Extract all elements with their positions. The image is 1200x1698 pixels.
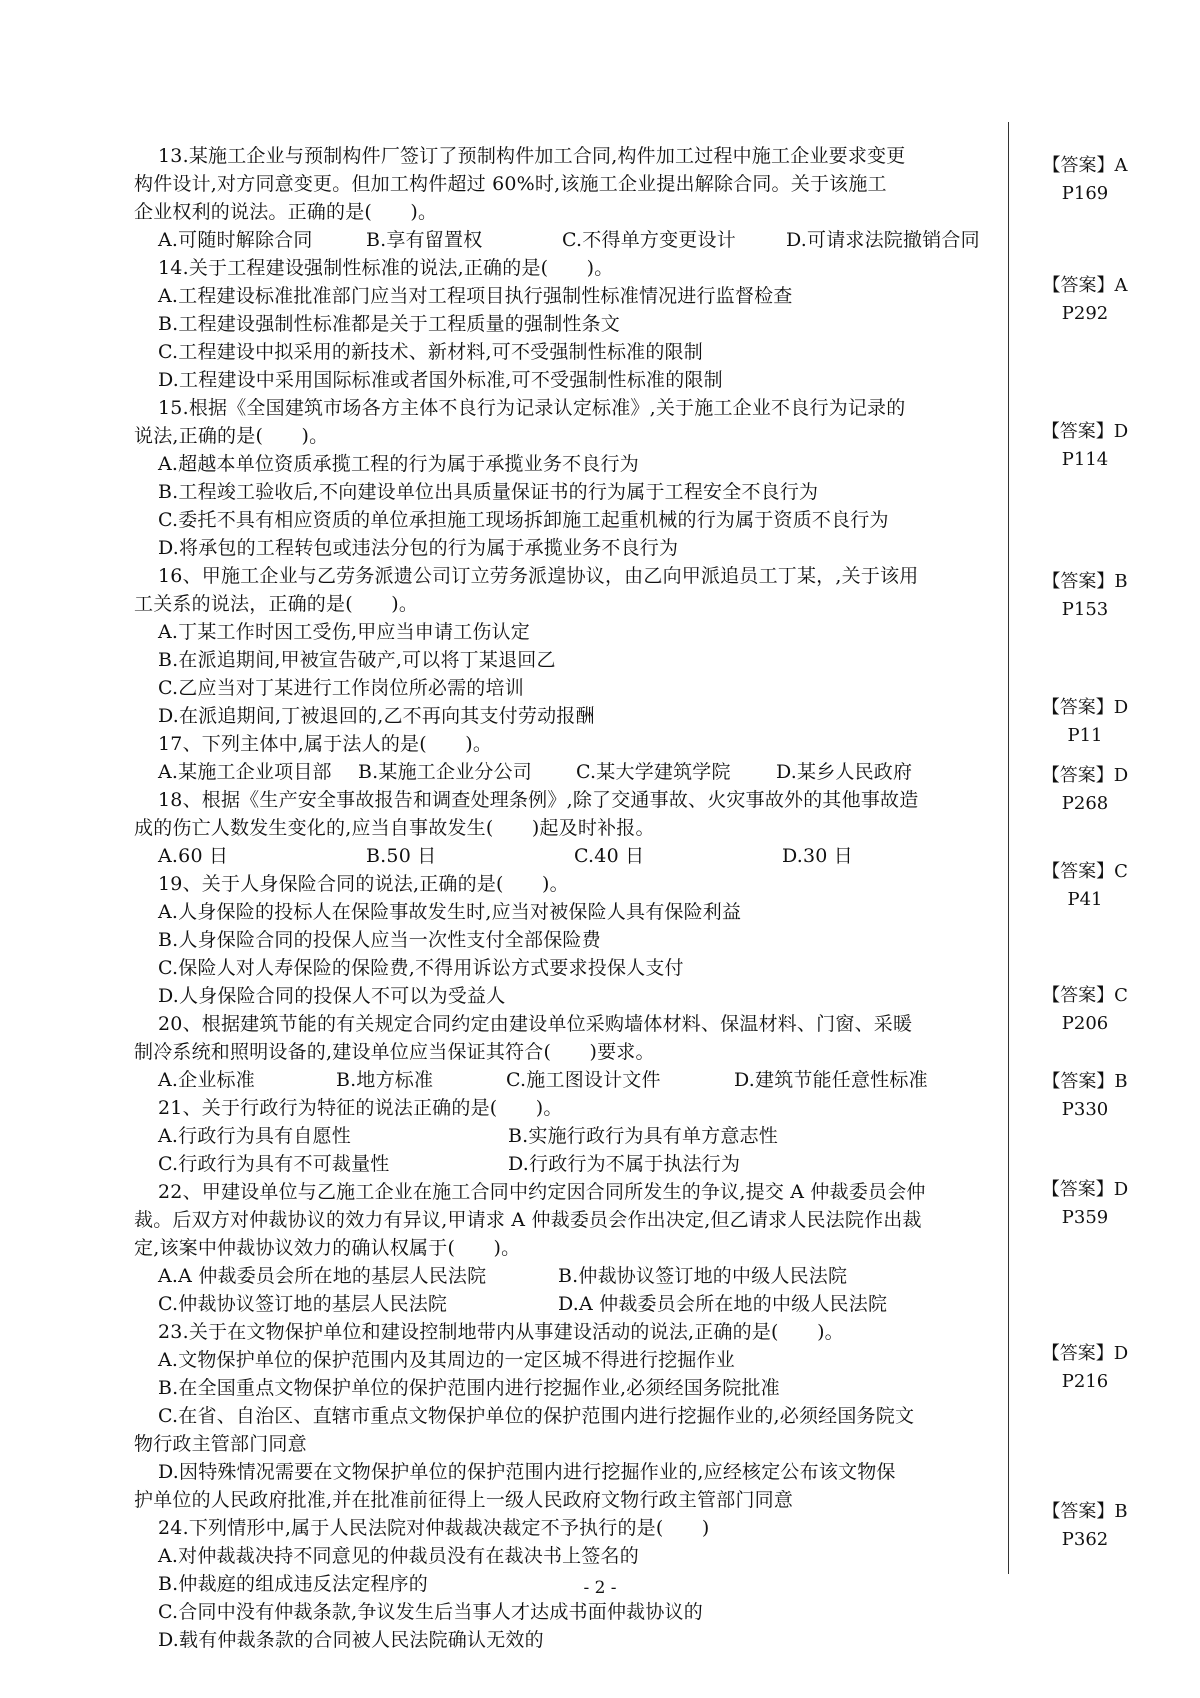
option-c: C.委托不具有相应资质的单位承担施工现场拆卸施工起重机械的行为属于资质不良行为 [158, 509, 889, 531]
question-15 [134, 394, 996, 562]
option-d: D.A 仲裁委员会所在地的中级人民法院 [558, 1293, 888, 1315]
question-stem-line: 成的伤亡人数发生变化的,应当自事故发生( )起及时补报。 [134, 817, 655, 839]
question-23 [134, 1318, 996, 1514]
option-a: A.工程建设标准批准部门应当对工程项目执行强制性标准情况进行监督检查 [158, 285, 793, 307]
answer-page: P41 [1067, 889, 1103, 910]
question-stem-line: 22、甲建设单位与乙施工企业在施工合同中约定因合同所发生的争议,提交 A 仲裁委员会仲 [158, 1181, 926, 1203]
answer-page: P359 [1061, 1207, 1109, 1228]
question-stem-line: 企业权利的说法。正确的是( )。 [134, 201, 438, 223]
option-b: B.实施行政行为具有单方意志性 [508, 1125, 779, 1147]
option-d: D.载有仲裁条款的合同被人民法院确认无效的 [158, 1629, 544, 1651]
option-b: B.在全国重点文物保护单位的保护范围内进行挖掘作业,必须经国务院批准 [158, 1377, 780, 1399]
answer-label: 【答案】D [1041, 765, 1129, 786]
option-a: A.对仲裁裁决持不同意见的仲裁员没有在裁决书上签名的 [158, 1545, 639, 1567]
option-a: A.某施工企业项目部 [158, 761, 332, 783]
answer-18 [1030, 762, 1140, 818]
option-c: C.某大学建筑学院 [576, 761, 731, 783]
answer-page: P153 [1061, 599, 1109, 620]
answer-label: 【答案】C [1042, 985, 1128, 1006]
option-d: D.可请求法院撤销合同 [786, 229, 980, 251]
option-c: C.行政行为具有不可裁量性 [158, 1153, 390, 1175]
option-b: B.工程建设强制性标准都是关于工程质量的强制性条文 [158, 313, 621, 335]
answer-15 [1030, 418, 1140, 474]
answer-page: P292 [1061, 303, 1109, 324]
option-d: D.在派追期间,丁被退回的,乙不再向其支付劳动报酬 [158, 705, 595, 727]
option-c: C.施工图设计文件 [506, 1069, 661, 1091]
option-c: C.40 日 [574, 845, 645, 867]
answer-label: 【答案】B [1042, 571, 1128, 592]
option-b: B.在派追期间,甲被宣告破产,可以将丁某退回乙 [158, 649, 556, 671]
question-stem-line: 说法,正确的是( )。 [134, 425, 329, 447]
answer-24 [1030, 1498, 1140, 1554]
question-stem-line: 定,该案中仲裁协议效力的确认权属于( )。 [134, 1237, 521, 1259]
option-d: D.行政行为不属于执法行为 [508, 1153, 741, 1175]
option-d: D.工程建设中采用国际标准或者国外标准,可不受强制性标准的限制 [158, 369, 723, 391]
answer-page: P330 [1061, 1099, 1109, 1120]
option-b: B.仲裁庭的组成违反法定程序的 [158, 1573, 429, 1595]
question-21 [134, 1094, 996, 1178]
option-a: A.企业标准 [158, 1069, 255, 1091]
option-a: A.文物保护单位的保护范围内及其周边的一定区城不得进行挖掘作业 [158, 1349, 735, 1371]
option-d: D.因特殊情况需要在文物保护单位的保护范围内进行挖掘作业的,应经核定公布该文物保 [158, 1461, 896, 1483]
question-stem-line: 裁。后双方对仲裁协议的效力有异议,甲请求 A 仲裁委员会作出决定,但乙请求人民法院作出裁 [134, 1209, 922, 1231]
answer-19 [1030, 858, 1140, 914]
answer-21 [1030, 1068, 1140, 1124]
question-20 [134, 1010, 996, 1094]
question-22 [134, 1178, 996, 1318]
column-divider [1008, 122, 1009, 1574]
question-stem-line: 16、甲施工企业与乙劳务派遗公司订立劳务派遑协议，由乙向甲派追员工丁某，,关于该用 [158, 565, 919, 587]
option-c: C.乙应当对丁某进行工作岗位所必需的培训 [158, 677, 524, 699]
answer-22 [1030, 1176, 1140, 1232]
question-19 [134, 870, 996, 1010]
option-d: D.建筑节能任意性标准 [734, 1069, 928, 1091]
question-stem-line: 21、关于行政行为特征的说法正确的是( )。 [158, 1097, 563, 1119]
option-b: B.人身保险合同的投保人应当一次性支付全部保险费 [158, 929, 601, 951]
question-14 [134, 254, 996, 394]
option-a: A.行政行为具有自愿性 [158, 1125, 351, 1147]
question-column [134, 142, 996, 1654]
options-row [134, 1290, 996, 1318]
question-stem-line: 24.下列情形中,属于人民法院对仲裁裁决裁定不予执行的是( ) [158, 1517, 710, 1539]
answer-label: 【答案】A [1042, 275, 1128, 296]
option-a: A.人身保险的投标人在保险事故发生时,应当对被保险人具有保险利益 [158, 901, 742, 923]
question-stem-line: 构件设计,对方同意变更。但加工构件超过 60%时,该施工企业提出解除合同。关于该施工 [134, 173, 887, 195]
question-stem-line: 19、关于人身保险合同的说法,正确的是( )。 [158, 873, 569, 895]
options-row [134, 842, 996, 870]
question-stem-line: 15.根据《全国建筑市场各方主体不良行为记录认定标准》,关于施工企业不良行为记录的 [158, 397, 906, 419]
answer-label: 【答案】B [1042, 1071, 1128, 1092]
option-a: A.超越本单位资质承揽工程的行为属于承揽业务不良行为 [158, 453, 639, 475]
answer-23 [1030, 1340, 1140, 1396]
option-b: B.享有留置权 [366, 229, 483, 251]
option-b: B.工程竣工验收后,不向建设单位出具质量保证书的行为属于工程安全不良行为 [158, 481, 819, 503]
question-stem-line: 14.关于工程建设强制性标准的说法,正确的是( )。 [158, 257, 614, 279]
answer-20 [1030, 982, 1140, 1038]
option-c: C.工程建设中拟采用的新技术、新材料,可不受强制性标准的限制 [158, 341, 703, 363]
option-d-continued: 护单位的人民政府批准,并在批准前征得上一级人民政府文物行政主管部门同意 [134, 1489, 794, 1511]
option-c: C.合同中没有仲裁条款,争议发生后当事人才达成书面仲裁协议的 [158, 1601, 703, 1623]
answer-16 [1030, 568, 1140, 624]
option-b: B.地方标准 [336, 1069, 434, 1091]
answer-page: P268 [1061, 793, 1109, 814]
options-row [134, 1262, 996, 1290]
option-d: D.将承包的工程转包或违法分包的行为属于承揽业务不良行为 [158, 537, 679, 559]
options-row [134, 1150, 996, 1178]
answer-page: P206 [1061, 1013, 1109, 1034]
question-stem-line: 工关系的说法，正确的是( )。 [134, 593, 419, 615]
page-number: - 2 - [583, 1578, 617, 1598]
option-d: D.30 日 [782, 845, 854, 867]
options-row [134, 758, 996, 786]
question-16 [134, 562, 996, 730]
option-b: B.仲裁协议签订地的中级人民法院 [558, 1265, 848, 1287]
options-row [134, 1122, 996, 1150]
answer-label: 【答案】C [1042, 861, 1128, 882]
answer-page: P114 [1061, 449, 1109, 470]
answer-label: 【答案】D [1041, 1343, 1129, 1364]
option-c: C.保险人对人寿保险的保险费,不得用诉讼方式要求投保人支付 [158, 957, 684, 979]
option-c: C.仲裁协议签订地的基层人民法院 [158, 1293, 448, 1315]
option-b: B.某施工企业分公司 [358, 761, 533, 783]
answer-label: 【答案】D [1041, 1179, 1129, 1200]
option-c: C.在省、自治区、直辖市重点文物保护单位的保护范围内进行挖掘作业的,必须经国务院文 [158, 1405, 915, 1427]
answer-14 [1030, 272, 1140, 328]
question-stem-line: 20、根据建筑节能的有关规定合同约定由建设单位采购墙体材料、保温材料、门窗、采暖 [158, 1013, 913, 1035]
answer-page: P216 [1061, 1371, 1109, 1392]
answer-label: 【答案】B [1042, 1501, 1128, 1522]
option-c: C.不得单方变更设计 [562, 229, 736, 251]
question-17 [134, 730, 996, 786]
answer-page: P169 [1061, 183, 1109, 204]
answer-page: P362 [1061, 1529, 1109, 1550]
option-a: A.A 仲裁委员会所在地的基层人民法院 [158, 1265, 487, 1287]
option-a: A.可随时解除合同 [158, 229, 313, 251]
question-stem-line: 23.关于在文物保护单位和建设控制地带内从事建设活动的说法,正确的是( )。 [158, 1321, 844, 1343]
option-b: B.50 日 [366, 845, 437, 867]
option-c-continued: 物行政主管部门同意 [134, 1433, 307, 1455]
options-row [134, 226, 996, 254]
option-a: A.60 日 [158, 845, 229, 867]
answer-17 [1030, 694, 1140, 750]
answer-label: 【答案】D [1041, 421, 1129, 442]
question-18 [134, 786, 996, 870]
question-stem-line: 18、根据《生产安全事故报告和调查处理条例》,除了交通事故、火灾事故外的其他事故造 [158, 789, 919, 811]
options-row [134, 1066, 996, 1094]
option-d: D.人身保险合同的投保人不可以为受益人 [158, 985, 506, 1007]
question-stem-line: 制冷系统和照明设备的,建设单位应当保证其符合( )要求。 [134, 1041, 655, 1063]
question-stem-line: 17、下列主体中,属于法人的是( )。 [158, 733, 493, 755]
answer-label: 【答案】A [1042, 155, 1128, 176]
answer-page: P11 [1067, 725, 1103, 746]
question-stem-line: 13.某施工企业与预制构件厂签订了预制构件加工合同,构件加工过程中施工企业要求变更 [158, 145, 906, 167]
answer-label: 【答案】D [1041, 697, 1129, 718]
option-a: A.丁某工作时因工受伤,甲应当申请工伤认定 [158, 621, 531, 643]
option-d: D.某乡人民政府 [776, 761, 913, 783]
answer-13 [1030, 152, 1140, 208]
question-13 [134, 142, 996, 254]
